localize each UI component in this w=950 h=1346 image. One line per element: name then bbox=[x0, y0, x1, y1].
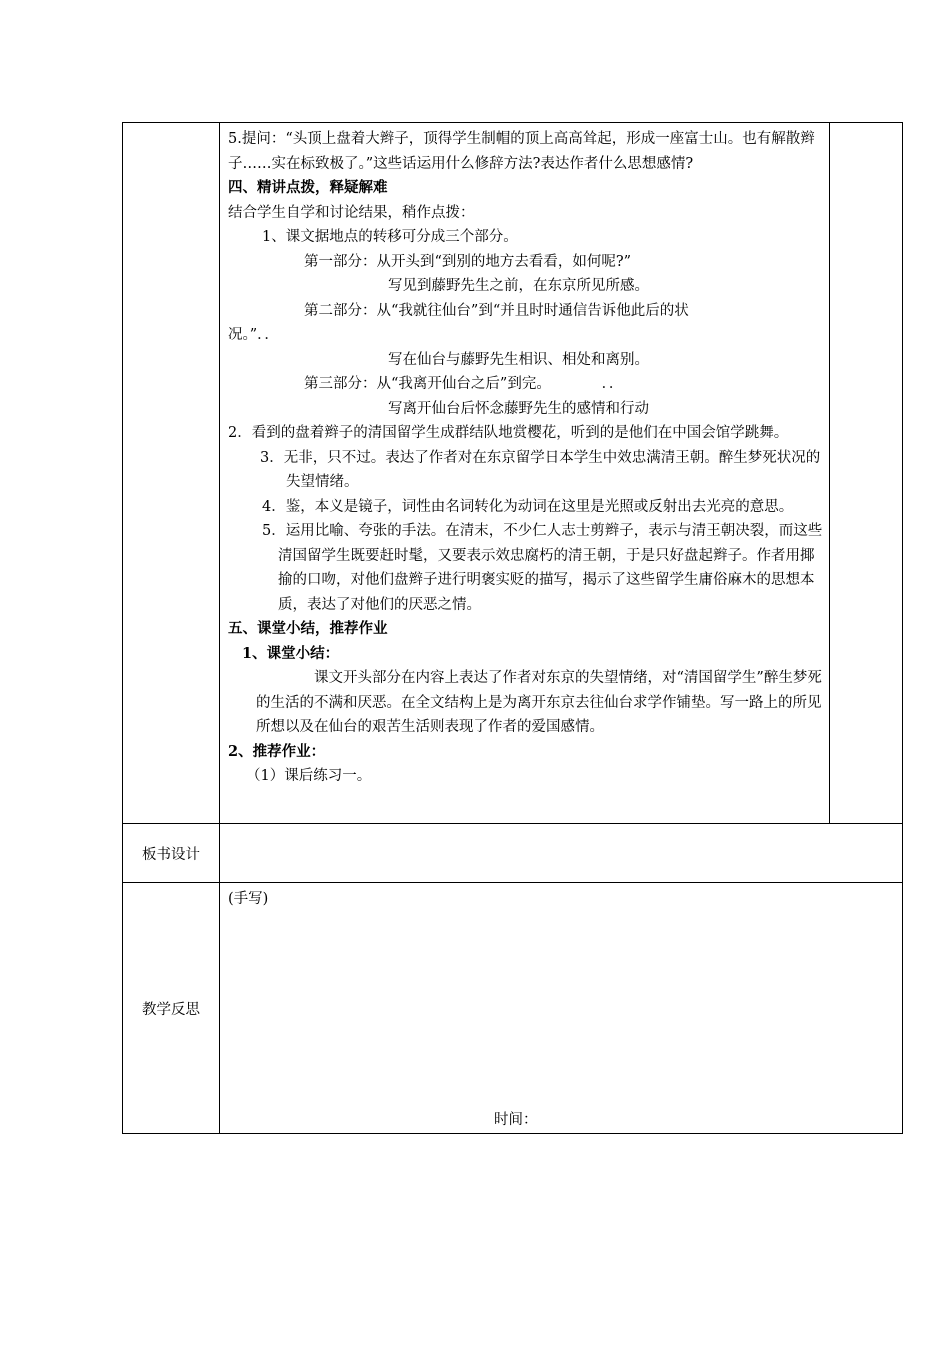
content-main-cell bbox=[220, 123, 830, 824]
homework-title: 2、推荐作业： bbox=[228, 742, 326, 760]
section-5-title: 五、课堂小结，推荐作业 bbox=[228, 620, 388, 637]
section-4-title: 四、精讲点拨，释疑解难 bbox=[228, 179, 388, 196]
lesson-content bbox=[220, 123, 829, 823]
board-design-row bbox=[123, 824, 903, 883]
part-2-range-cont: 况。”．． bbox=[228, 327, 279, 343]
board-design-label: 板书设计 bbox=[123, 824, 220, 883]
content-label-cell bbox=[123, 123, 220, 824]
reflection-area bbox=[220, 883, 902, 1133]
answer-4: 4．鉴，本义是镜子，词性由名词转化为动词在这里是光照或反射出去光亮的意思。 bbox=[262, 498, 794, 515]
summary-title: 1、课堂小结： bbox=[242, 644, 340, 662]
time-label: 时间： bbox=[494, 1112, 538, 1128]
point-1: 1、课文据地点的转移可分成三个部分。 bbox=[262, 229, 518, 245]
part-1-desc: 写见到藤野先生之前，在东京所见所感。 bbox=[388, 278, 649, 294]
content-side-cell bbox=[830, 123, 903, 824]
part-3-range: 第三部分：从“我离开仙台之后”到完。 ．． bbox=[304, 376, 624, 392]
reflection-row bbox=[123, 883, 903, 1134]
lesson-plan-table bbox=[122, 122, 903, 1134]
part-2-desc: 写在仙台与藤野先生相识、相处和离别。 bbox=[388, 351, 649, 368]
homework-item: （1）课后练习一。 bbox=[246, 768, 372, 784]
answer-2: 2．看到的盘着辫子的清国留学生成群结队地赏樱花，听到的是他们在中国会馆学跳舞。 bbox=[228, 425, 789, 441]
reflection-label: 教学反思 bbox=[123, 883, 220, 1134]
section-4-intro: 结合学生自学和讨论结果，稍作点拨： bbox=[228, 204, 475, 221]
blank-line bbox=[228, 789, 823, 814]
part-2-range: 第二部分：从“我就往仙台”到“并且时时通信告诉他此后的状 bbox=[304, 302, 689, 319]
handwritten-note: (手写) bbox=[228, 891, 269, 907]
summary-text: 课文开头部分在内容上表达了作者对东京的失望情绪，对“清国留学生”醉生梦死的生活的不满和厌恶。在全文结构上是为离开东京去往仙台求学作铺垫。写一路上的所见所想以及在仙台的艰苦生活则表现了作者的爱国感情。 bbox=[256, 670, 822, 735]
board-design-cell bbox=[220, 824, 903, 883]
content-row bbox=[123, 123, 903, 824]
question-5: 5.提问：“头顶上盘着大辫子，顶得学生制帽的顶上高高耸起，形成一座富士山。也有解散辫子……实在标致极了。”这些话运用什么修辞方法?表达作者什么思想感情? bbox=[228, 131, 815, 172]
part-1-range: 第一部分：从开头到“到别的地方去看看，如何呢?” bbox=[304, 253, 632, 270]
reflection-cell bbox=[220, 883, 903, 1134]
answer-3: 3．无非，只不过。表达了作者对在东京留学日本学生中效忠满清王朝。醉生梦死状况的失望情绪。 bbox=[260, 449, 821, 490]
answer-5: 5．运用比喻、夸张的手法。在清末，不少仁人志士剪辫子，表示与清王朝决裂，而这些清国留学生既要赶时髦，又要表示效忠腐朽的清王朝，于是只好盘起辫子。作者用揶揄的口吻，对他们盘辫子进行明褒实贬的描写，揭示了这些留学生庸俗麻木的思想本质，表达了对他们的厌恶之情。 bbox=[262, 523, 823, 613]
part-3-desc: 写离开仙台后怀念藤野先生的感情和行动 bbox=[388, 400, 649, 417]
